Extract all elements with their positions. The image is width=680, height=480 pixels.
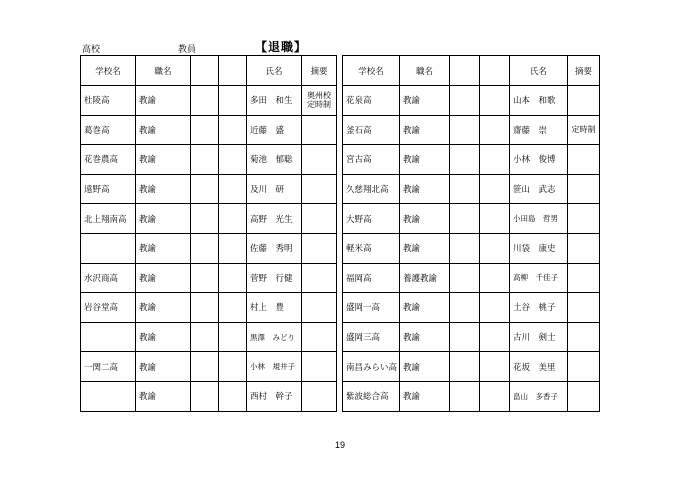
position-cell: 教諭 [136,145,191,175]
school-cell: 久慈翔北高 [343,174,400,204]
table-row [343,233,600,263]
name-cell: 土谷 桃子 [510,293,568,323]
column-header-position: 職名 [400,56,450,86]
notes-cell [302,293,337,323]
table-row [343,322,600,352]
position-cell: 教諭 [400,86,450,116]
position-cell: 教諭 [136,204,191,234]
table-row [81,381,337,411]
school-cell: 葛巻高 [81,115,136,145]
blank-cell [450,145,480,175]
notes-cell [568,352,600,382]
school-cell: 宮古高 [343,145,400,175]
notes-cell: 奥州校 定時制 [302,86,337,116]
table-row [343,115,600,145]
school-cell: 一関二高 [81,352,136,382]
blank-cell [191,322,219,352]
school-cell: 釜石高 [343,115,400,145]
school-cell [81,233,136,263]
blank-cell [480,263,510,293]
name-cell: 多田 和生 [247,86,302,116]
blank-cell [191,233,219,263]
name-cell: 山本 和歌 [510,86,568,116]
school-cell: 杜陵高 [81,86,136,116]
table-row [343,293,600,323]
notes-cell [568,322,600,352]
left-roster-table [80,55,337,412]
blank-cell [191,115,219,145]
notes-cell [568,233,600,263]
blank-cell [450,233,480,263]
table-row [81,115,337,145]
notes-cell [568,381,600,411]
notes-cell [302,145,337,175]
column-header-blank [219,56,247,86]
name-cell: 高柳 千佳子 [510,263,568,293]
name-cell: 花坂 美里 [510,352,568,382]
blank-cell [450,322,480,352]
position-cell: 教諭 [400,381,450,411]
table-header-row [343,56,600,86]
position-cell: 教諭 [136,263,191,293]
blank-cell [450,174,480,204]
name-cell: 佐藤 秀明 [247,233,302,263]
column-header-blank [480,56,510,86]
position-cell: 教諭 [400,115,450,145]
table-row [81,352,337,382]
name-cell: 菊池 郁聡 [247,145,302,175]
blank-cell [450,204,480,234]
position-cell: 教諭 [136,293,191,323]
school-cell: 岩谷堂高 [81,293,136,323]
column-header-blank [191,56,219,86]
school-cell: 北上翔南高 [81,204,136,234]
blank-cell [480,352,510,382]
blank-cell [219,115,247,145]
notes-cell [302,263,337,293]
blank-cell [480,322,510,352]
blank-cell [191,352,219,382]
table-header-row [81,56,337,86]
blank-cell [191,86,219,116]
table-row [81,145,337,175]
school-cell: 大野高 [343,204,400,234]
blank-cell [450,263,480,293]
table-row [343,145,600,175]
position-cell: 教諭 [136,352,191,382]
blank-cell [480,204,510,234]
blank-cell [480,381,510,411]
blank-cell [219,145,247,175]
blank-cell [219,233,247,263]
blank-cell [191,174,219,204]
school-cell: 軽米高 [343,233,400,263]
page-title: 【退職】 [255,40,308,54]
notes-cell [568,145,600,175]
name-cell: 高野 光生 [247,204,302,234]
notes-cell [302,174,337,204]
name-cell: 小林 俊博 [510,145,568,175]
position-cell: 教諭 [136,174,191,204]
school-cell: 水沢商高 [81,263,136,293]
blank-cell [450,115,480,145]
table-row [81,293,337,323]
table-row [343,174,600,204]
name-cell: 黒澤 みどり [247,322,302,352]
position-cell: 養護教諭 [400,263,450,293]
column-header-school: 学校名 [81,56,136,86]
blank-cell [450,381,480,411]
column-header-name: 氏名 [510,56,568,86]
notes-cell: 定時制 [568,115,600,145]
position-cell: 教諭 [400,293,450,323]
table-row [81,322,337,352]
school-cell: 遠野高 [81,174,136,204]
name-cell: 及川 研 [247,174,302,204]
name-cell: 川袋 康史 [510,233,568,263]
notes-cell [568,263,600,293]
position-cell: 教諭 [136,381,191,411]
position-cell: 教諭 [400,174,450,204]
column-header-notes: 摘要 [568,56,600,86]
notes-cell [302,352,337,382]
school-cell: 福岡高 [343,263,400,293]
school-cell [81,322,136,352]
position-cell: 教諭 [136,322,191,352]
column-header-blank [450,56,480,86]
blank-cell [191,293,219,323]
notes-cell [302,381,337,411]
blank-cell [219,204,247,234]
blank-cell [219,322,247,352]
school-cell: 花泉高 [343,86,400,116]
blank-cell [480,86,510,116]
name-cell: 菅野 行健 [247,263,302,293]
column-header-school: 学校名 [343,56,400,86]
table-row [81,204,337,234]
table-row [343,86,600,116]
blank-cell [219,352,247,382]
name-cell: 西村 幹子 [247,381,302,411]
table-row [81,86,337,116]
column-header-notes: 摘要 [302,56,337,86]
school-cell: 紫波総合高 [343,381,400,411]
blank-cell [450,293,480,323]
table-row [343,204,600,234]
blank-cell [480,233,510,263]
table-row [343,381,600,411]
blank-cell [219,381,247,411]
notes-cell [568,174,600,204]
blank-cell [480,293,510,323]
position-cell: 教諭 [136,233,191,263]
blank-cell [219,293,247,323]
name-cell: 小林 規井子 [247,352,302,382]
blank-cell [191,381,219,411]
position-cell: 教諭 [400,145,450,175]
blank-cell [219,86,247,116]
position-cell: 教諭 [400,204,450,234]
name-cell: 古川 剣士 [510,322,568,352]
blank-cell [191,263,219,293]
table-row [81,233,337,263]
name-cell: 村上 豊 [247,293,302,323]
blank-cell [450,86,480,116]
notes-cell [302,204,337,234]
position-cell: 教諭 [400,233,450,263]
notes-cell [568,293,600,323]
school-cell [81,381,136,411]
school-cell: 盛岡三高 [343,322,400,352]
position-cell: 教諭 [136,115,191,145]
blank-cell [219,263,247,293]
name-cell: 畠山 多香子 [510,381,568,411]
blank-cell [219,174,247,204]
name-cell: 近藤 盛 [247,115,302,145]
right-roster-table [342,55,600,412]
table-row [81,174,337,204]
blank-cell [480,174,510,204]
blank-cell [480,115,510,145]
school-cell: 盛岡一高 [343,293,400,323]
name-cell: 笹山 武志 [510,174,568,204]
notes-cell [302,322,337,352]
header-staff-label: 教員 [178,45,197,55]
page-number: 19 [334,440,345,450]
table-row [343,263,600,293]
name-cell: 齋藤 崇 [510,115,568,145]
table-row [81,263,337,293]
position-cell: 教諭 [136,86,191,116]
school-cell: 南昌みらい高 [343,352,400,382]
column-header-name: 氏名 [247,56,302,86]
name-cell: 小田島 哲男 [510,204,568,234]
blank-cell [191,204,219,234]
table-row [343,352,600,382]
header-school-label: 高校 [82,45,101,55]
blank-cell [480,145,510,175]
position-cell: 教諭 [400,322,450,352]
notes-cell [568,204,600,234]
blank-cell [191,145,219,175]
blank-cell [450,352,480,382]
column-header-position: 職名 [136,56,191,86]
notes-cell [568,86,600,116]
school-cell: 花巻農高 [81,145,136,175]
notes-cell [302,115,337,145]
position-cell: 教諭 [400,352,450,382]
notes-cell [302,233,337,263]
